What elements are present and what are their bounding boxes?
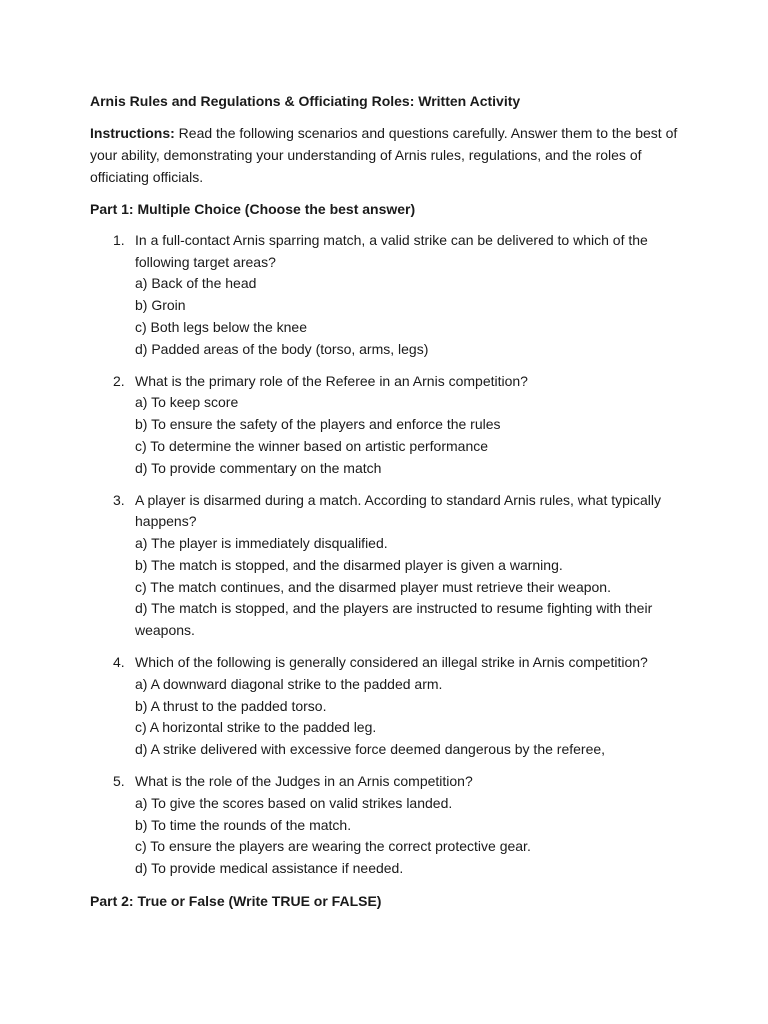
option-b: b) A thrust to the padded torso. <box>135 697 327 714</box>
instructions-label: Instructions: <box>90 125 175 141</box>
option-b: b) Groin <box>135 297 186 314</box>
question-3 <box>90 490 680 642</box>
question-list <box>90 230 680 880</box>
instructions-paragraph <box>90 122 680 188</box>
question-number: 2. <box>113 372 125 389</box>
question-text: Which of the following is generally considered an illegal strike in Arnis competition? <box>135 654 648 671</box>
option-a: a) Back of the head <box>135 275 257 292</box>
question-number: 5. <box>113 773 125 790</box>
question-5 <box>90 771 680 880</box>
option-c: c) A horizontal strike to the padded leg. <box>135 719 377 736</box>
option-c: c) Both legs below the knee <box>135 318 307 335</box>
option-a: a) To give the scores based on valid strikes landed. <box>135 794 453 811</box>
option-a: a) To keep score <box>135 394 239 411</box>
question-text: A player is disarmed during a match. According to standard Arnis rules, what typically happens? <box>135 491 662 530</box>
question-number: 1. <box>113 232 125 248</box>
question-number: 4. <box>113 654 125 671</box>
option-b: b) The match is stopped, and the disarmed player is given a warning. <box>135 556 563 573</box>
option-d: d) A strike delivered with excessive force deemed dangerous by the referee, <box>135 740 606 757</box>
question-text: What is the role of the Judges in an Arnis competition? <box>135 773 473 790</box>
question-4 <box>90 652 680 761</box>
option-c: c) The match continues, and the disarmed player must retrieve their weapon. <box>135 578 611 595</box>
part2-heading: Part 2: True or False (Write TRUE or FALSE) <box>90 893 382 910</box>
document-page <box>90 90 680 922</box>
part1-heading: Part 1: Multiple Choice (Choose the best answer) <box>90 201 416 217</box>
question-text: In a full-contact Arnis sparring match, a valid strike can be delivered to which of the following target areas? <box>135 232 648 270</box>
option-c: c) To ensure the players are wearing the correct protective gear. <box>135 838 531 855</box>
option-d: d) To provide commentary on the match <box>135 459 382 476</box>
instructions-text: Read the following scenarios and questions carefully. Answer them to the best of your ability, demonstrating your understanding of Arnis rules, regulations, and the roles of officiating officials. <box>90 125 678 185</box>
option-b: b) To time the rounds of the match. <box>135 816 352 833</box>
question-text: What is the primary role of the Referee in an Arnis competition? <box>135 372 528 389</box>
option-d: d) To provide medical assistance if needed. <box>135 859 404 876</box>
question-2 <box>90 371 680 480</box>
option-b: b) To ensure the safety of the players and enforce the rules <box>135 416 501 433</box>
question-1 <box>90 230 680 360</box>
option-d: d) Padded areas of the body (torso, arms, legs) <box>135 340 429 357</box>
option-a: a) A downward diagonal strike to the padded arm. <box>135 675 443 692</box>
option-d: d) The match is stopped, and the players are instructed to resume fighting with their weapons. <box>135 600 653 638</box>
document-title: Arnis Rules and Regulations & Officiating Roles: Written Activity <box>90 93 521 109</box>
option-a: a) The player is immediately disqualified. <box>135 535 388 552</box>
option-c: c) To determine the winner based on artistic performance <box>135 437 489 454</box>
question-number: 3. <box>113 491 125 508</box>
